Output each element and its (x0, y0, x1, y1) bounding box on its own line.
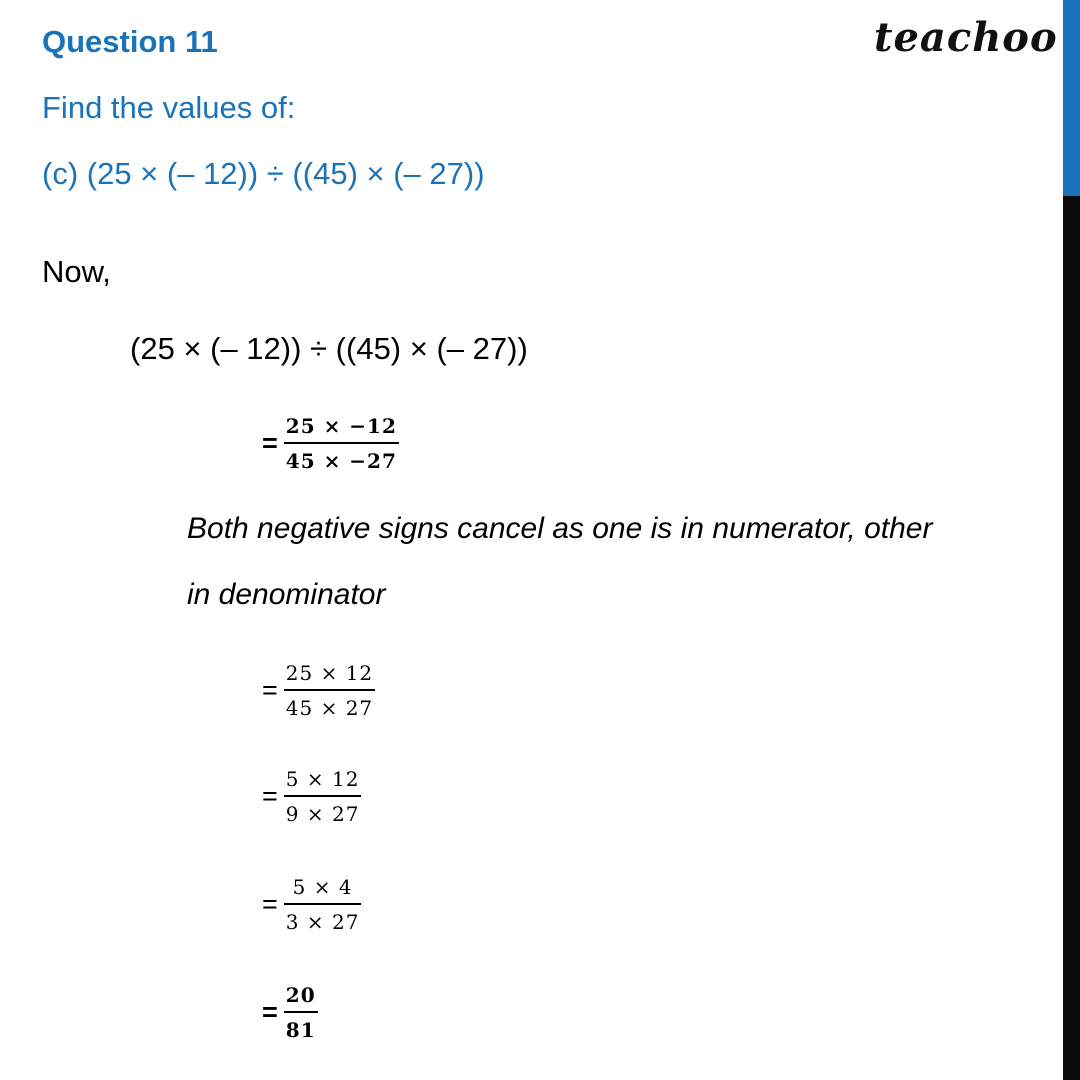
question-prompt: Find the values of: (42, 90, 296, 125)
fraction-denominator: 3 × 27 (285, 910, 360, 934)
scrollbar-thumb[interactable] (1063, 0, 1080, 196)
equals-sign: = (262, 781, 278, 811)
teachoo-logo: teachoo (874, 14, 1058, 61)
fraction (284, 660, 375, 721)
fraction-denominator: 9 × 27 (285, 802, 360, 826)
solution-step-3 (262, 766, 361, 827)
fraction (284, 874, 362, 935)
equals-sign: = (262, 428, 278, 458)
fraction-denominator: 45 × −27 (285, 449, 397, 473)
equals-sign: = (262, 997, 278, 1027)
solution-step-1 (262, 413, 399, 474)
solution-intro: Now, (42, 254, 111, 289)
solution-expression: (25 × (– 12)) ÷ ((45) × (– 27)) (130, 331, 528, 366)
fraction-bar (284, 903, 362, 905)
fraction (284, 982, 318, 1043)
fraction-numerator: 25 × 12 (285, 661, 374, 685)
equals-sign: = (262, 675, 278, 705)
fraction-numerator: 5 × 4 (292, 875, 353, 899)
final-answer (262, 982, 318, 1043)
equals-sign: = (262, 889, 278, 919)
fraction-numerator: 5 × 12 (285, 767, 360, 791)
fraction (284, 766, 362, 827)
solution-step-2 (262, 660, 375, 721)
explanation-note-line-2: in denominator (187, 578, 386, 611)
fraction-bar (284, 795, 362, 797)
fraction-bar (284, 442, 399, 444)
fraction-denominator: 81 (285, 1018, 316, 1042)
fraction-bar (284, 1011, 318, 1013)
fraction-denominator: 45 × 27 (285, 696, 374, 720)
question-expression: (c) (25 × (– 12)) ÷ ((45) × (– 27)) (42, 156, 485, 191)
explanation-note-line-1: Both negative signs cancel as one is in numerator, other (187, 512, 933, 545)
fraction-numerator: 20 (285, 983, 316, 1007)
solution-step-4 (262, 874, 361, 935)
fraction-numerator: 25 × −12 (285, 414, 397, 438)
fraction (284, 413, 399, 474)
question-title: Question 11 (42, 24, 218, 59)
fraction-bar (284, 689, 375, 691)
